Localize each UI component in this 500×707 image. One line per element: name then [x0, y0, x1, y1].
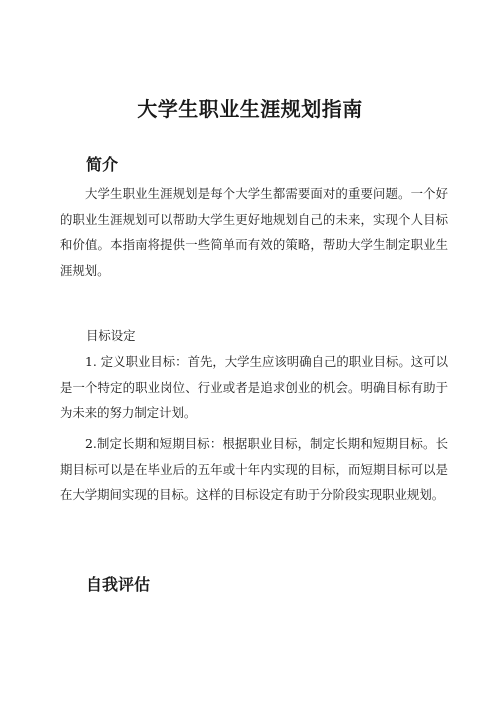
goals-paragraph-2: 2.制定长期和短期目标：根据职业目标，制定长期和短期目标。长期目标可以是在毕业后的五年或十年内实现的目标，而短期目标可以是在大学期间实现的目标。这样的目标设定有助于分阶段实现职业规划。 [60, 436, 448, 503]
document-title: 大学生职业生涯规划指南 [137, 97, 363, 121]
intro-paragraph: 大学生职业生涯规划是每个大学生都需要面对的重要问题。一个好的职业生涯规划可以帮助大学生更好地规划自己的未来，实现个人目标和价值。本指南将提供一些简单而有效的策略，帮助大学生制定职业生涯规划。 [60, 186, 448, 278]
goals-paragraph-1: 1. 定义职业目标：首先，大学生应该明确自己的职业目标。这可以是一个特定的职业岗位、行业或者是追求创业的机会。明确目标有助于为未来的努力制定计划。 [60, 354, 448, 421]
section-heading-goals: 目标设定 [86, 328, 136, 343]
section-heading-intro: 简介 [86, 155, 119, 174]
section-heading-self-assessment: 自我评估 [86, 575, 151, 594]
